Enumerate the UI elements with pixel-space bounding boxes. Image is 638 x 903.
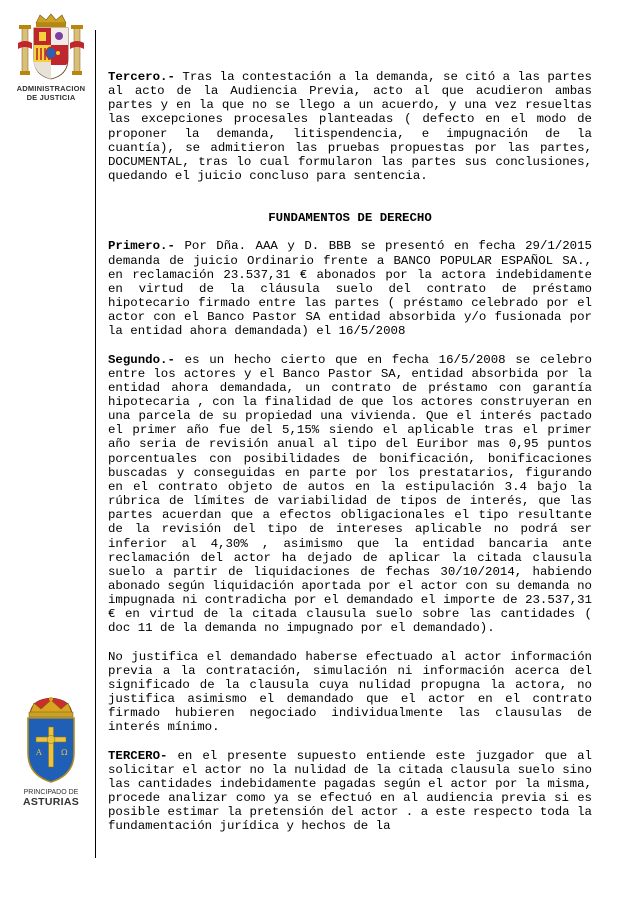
margin-rule [95,30,96,858]
paragraph-no-justifica: No justifica el demandado haberse efectuado al actor información previa a la contratación, simulación ni información acerca del significado de la clausula cuya nulidad propugna la actora, no justifica asimismo el demandado que el actor en el contrato firmado hubieren negociado individualmente las clausulas de interés mínimo. [108,649,592,735]
administracion-de-justicia-logo [12,13,90,123]
paragraph-segundo [108,353,592,636]
caption-line-2: DE JUSTICIA [26,93,76,102]
paragraph-lead: TERCERO- [108,748,168,763]
caption-line-2: ASTURIAS [22,796,80,808]
coat-of-arms-spain-icon [12,13,90,85]
coat-of-arms-asturias-icon [16,695,86,785]
paragraph-lead: Primero.- [108,239,175,254]
paragraph-tercero [108,70,592,183]
svg-text:A: A [36,748,42,757]
paragraph-text: es un hecho cierto que en fecha 16/5/2008 se celebro entre los actores y el Banco Pastor SA, entidad absorbida por la entidad ahora demandada, un contrato de préstamo con garantía hipotecaria , con la finalidad de que los actores construyeran en una parcela de su propiedad una vivienda. Que el interés pactado el primer año fue del 5,15% siendo el aplicable tras el primer año seria de revisión anual al tipo del Euribor mas 0,95 puntos porcentuales con posibilidades de bonificación, bonificaciones buscadas y conseguidas en parte por los prestatarios, figurando en el contrato objeto de autos en la estipulación 3.4 bajo la rúbrica de límites de variabilidad de tipos de interés, que las partes acuerdan que a efectos obligacionales el tipo resultante de la revisión del tipo de intereses aplicable no podrá ser inferior al 4,30% , asimismo que la entidad bancaria ante reclamación del actor ha dejado de aplicar la citada clausula suelo a partir de liquidaciones de fechas 30/10/2014, habiendo abonado según liquidación aportada por el actor con su demanda no impugnada ni contradicha por el demandado el importe de 23.537,31 € en virtud de la citada clausula suelo sobre las cantidades ( doc 11 de la demanda no impugnado por el demandado). [108,352,592,636]
document-body [108,70,592,834]
svg-text:Ω: Ω [61,748,68,757]
paragraph-text: Tras la contestación a la demanda, se citó a las partes al acto de la Audiencia Previa, acto al que acudieron ambas partes y en la que no se llego a un acuerdo, y una vez resueltas las excepciones procesales planteadas ( defecto en el modo de proponer la demanda, litispendencia, e impugnación de la cuantía), se admitieron las pruebas propuestas por las partes, DOCUMENTAL, tras lo cual formularon las partes sus conclusiones, quedando el juicio concluso para sentencia. [108,70,592,184]
paragraph-lead: Segundo.- [108,352,175,367]
caption-line-1: ADMINISTRACION [16,84,86,93]
paragraph-tercero-fundamento [108,749,592,834]
paragraph-text: en el presente supuesto entiende este juzgador que al solicitar el actor no la nulidad de la citada clausula suelo sino las cantidades indebidamente pagadas según el actor por la misma, procede analizar como ya se efectuó en al audiencia previa si es posible estimar la pretensión del actor . a este respecto toda la fundamentación jurídica y hechos de la [108,748,592,834]
paragraph-lead: Tercero.- [108,70,175,84]
paragraph-primero [108,239,592,338]
principado-de-asturias-caption [10,788,92,808]
section-heading: FUNDAMENTOS DE DERECHO [268,211,432,226]
paragraph-text: Por Dña. AAA y D. BBB se presentó en fecha 29/1/2015 demanda de juicio Ordinario frente a BANCO POPULAR ESPAÑOL SA., en reclamación 23.537,31 € abonados por la actora indebidamente en virtud de la cláusula suelo del contrato de préstamo hipotecario firmado entre las partes ( préstamo celebrado por el actor con el Banco Pastor SA entidad absorbida y/o fusionada por la entidad ahora demandada) el 16/5/2008 [108,239,592,339]
administracion-de-justicia-caption [6,84,96,102]
caption-line-1: PRINCIPADO DE [23,789,79,796]
